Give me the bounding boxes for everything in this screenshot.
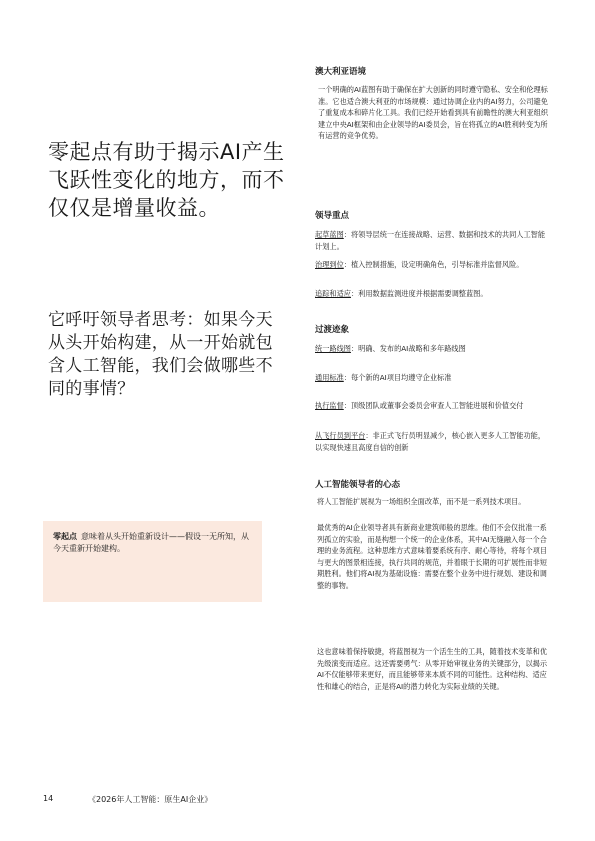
section-title-transition: 过渡迹象 xyxy=(315,325,350,335)
definition-callout xyxy=(43,521,262,602)
transition-item-text: ：每个新的AI项目均遵守企业标准 xyxy=(343,373,452,382)
transition-item-term: 执行监督 xyxy=(315,401,344,410)
footer-doc-title: 《2026年人工智能：原生AI企业》 xyxy=(88,795,213,804)
callout-text: 意味着从头开始重新设计——假设一无所知，从今天重新开始建构。 xyxy=(53,532,249,553)
section-title-leadership: 领导重点 xyxy=(315,211,350,221)
transition-item xyxy=(315,430,547,453)
leadership-item-term: 追踪和适应 xyxy=(315,289,351,298)
transition-item-text: ：明确、发布的AI战略和多年路线图 xyxy=(350,344,466,353)
section-title-mindset: 人工智能领导者的心态 xyxy=(315,480,401,490)
transition-item-term: 通用标准 xyxy=(315,373,344,382)
headline: 零起点有助于揭示AI产生飞跃性变化的地方，而不仅仅是增量收益。 xyxy=(48,140,285,220)
leadership-item-term: 治理到位 xyxy=(315,260,344,269)
transition-item-text: ：非正式飞行员明显减少，核心嵌入更多人工智能功能，以实现快速且高度自信的创新 xyxy=(315,431,546,452)
leadership-item-text: ：利用数据监测进度并根据需要调整蓝图。 xyxy=(350,289,488,298)
mindset-paragraph-1: 将人工智能扩展视为一场组织全面改革，而不是一系列技术项目。 xyxy=(317,497,526,506)
leadership-item xyxy=(315,259,547,271)
leadership-item-text: ：将领导层统一在连接战略、运营、数据和技术的共同人工智能计划上。 xyxy=(315,230,546,251)
leadership-item xyxy=(315,229,547,252)
page-number: 14 xyxy=(43,794,54,803)
transition-item-text: ：顶级团队或董事会委员会审查人工智能进展和价值交付 xyxy=(343,401,524,410)
leadership-item-term: 起草蓝图 xyxy=(315,230,344,239)
section-title-australia: 澳大利亚语境 xyxy=(315,67,367,77)
leadership-item-text: ：植入控制措施，设定明确角色，引导标准并监督风险。 xyxy=(343,260,524,269)
transition-item xyxy=(315,400,547,412)
mindset-paragraph-2: 最优秀的AI企业领导者具有新商业建筑师般的思维。他们不会仅批准一系列孤立的实验，而是构想一个统一的企业体系，其中AI无缝融入每一个合理的业务流程。这种思维方式意味着要系统有序、耐心等待，将每个项目与更大的图景相连接，执行共同的规范，并着眼于长期的可扩展性而非短期胜利。他们将AI视为基础设施：需要在整个业务中进行规划、建设和调整的事物。 xyxy=(317,523,548,590)
transition-item xyxy=(315,343,547,355)
transition-item-term: 从飞行员到平台 xyxy=(315,431,366,440)
transition-item-term: 统一路线图 xyxy=(315,344,351,353)
subheadline: 它呼吁领导者思考：如果今天从头开始构建，从一开始就包含人工智能，我们会做哪些不同的事情？ xyxy=(48,310,273,399)
mindset-paragraph-3: 这也意味着保持敏捷，将蓝图视为一个活生生的工具，随着技术变革和优先级演变而适应。这还需要勇气：从零开始审视业务的关键部分，以揭示AI不仅能够带来更好，而且能够带来本质不同的可能性。这种结构、适应性和雄心的结合，正是将AI的潜力转化为实际业绩的关键。 xyxy=(317,647,548,691)
transition-item xyxy=(315,372,547,384)
australia-body: 一个明确的AI蓝图有助于确保在扩大创新的同时遵守隐私、安全和伦理标准。它也适合澳大利亚的市场规模：通过协调企业内的AI努力，公司避免了重复成本和碎片化工具。我们已经开始看到具有前瞻性的澳大利亚组织建立中央AI框架和由企业领导的AI委员会，旨在将孤立的AI胜利转变为所有运营的竞争优势。 xyxy=(318,85,549,140)
leadership-item xyxy=(315,288,547,300)
callout-term: 零起点 xyxy=(53,532,77,541)
